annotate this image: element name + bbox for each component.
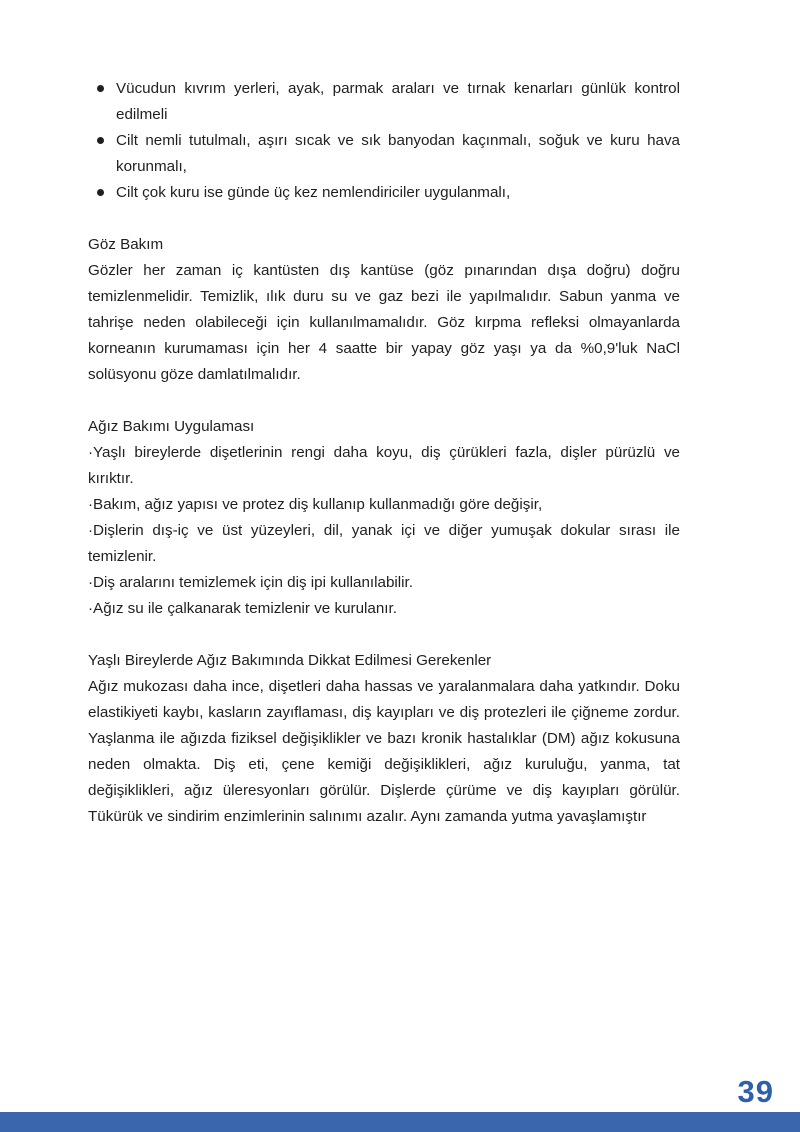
- eye-care-paragraph: Gözler her zaman iç kantüsten dış kantüse (göz pınarından dışa doğru) doğru temizlenmelidir. Temizlik, ılık duru su ve gaz bezi ile yapılmalıdır. Sabun yanma ve tahrişe neden olabileceği için kullanılmamalıdır. Göz kırpma refleksi olmayanlarda korneanın kurumaması için her 4 saatte bir yapay göz yaşı ya da %0,9'luk NaCl solüsyonu göze damlatılmalıdır.: [88, 262, 680, 383]
- bullet-item: Vücudun kıvrım yerleri, ayak, parmak araları ve tırnak kenarları günlük kontrol edilmeli: [88, 76, 680, 128]
- eye-care-section: [88, 232, 680, 388]
- bullet-item: Cilt nemli tutulmalı, aşırı sıcak ve sık banyodan kaçınmalı, soğuk ve kuru hava korunmalı,: [88, 128, 680, 180]
- skin-care-bullet-list: [88, 76, 680, 206]
- oral-care-item: ·Ağız su ile çalkanarak temizlenir ve kurulanır.: [88, 600, 397, 617]
- page-content: [88, 76, 680, 830]
- page-number: 39: [737, 1074, 774, 1109]
- eye-care-heading: Göz Bakım: [88, 236, 164, 253]
- oral-care-item: ·Yaşlı bireylerde dişetlerinin rengi daha koyu, diş çürükleri fazla, dişler pürüzlü ve kırıktır.: [88, 444, 680, 487]
- elderly-oral-care-paragraph: Ağız mukozası daha ince, dişetleri daha hassas ve yaralanmalara daha yatkındır. Doku elastikiyeti kaybı, kasların zayıflaması, diş kayıpları ve diş protezleri ile çiğneme zordur. Yaşlanma ile ağızda fiziksel değişiklikler ve bazı kronik hastalıklar (DM) ağız kokusuna neden olmakta. Diş eti, çene kemiği değişiklikleri, ağız kuruluğu, yanma, tat değişiklikleri, ağız üleresyonları görülür. Dişlerde çürüme ve diş kayıpları görülür. Tükürük ve sindirim enzimlerinin salınımı azalır. Aynı zamanda yutma yavaşlamıştır: [88, 678, 680, 825]
- elderly-oral-care-heading: Yaşlı Bireylerde Ağız Bakımında Dikkat Edilmesi Gerekenler: [88, 652, 492, 669]
- elderly-oral-care-section: [88, 648, 680, 830]
- oral-care-heading: Ağız Bakımı Uygulaması: [88, 418, 255, 435]
- oral-care-item: ·Dişlerin dış-iç ve üst yüzeyleri, dil, yanak içi ve diğer yumuşak dokular sırası ile temizlenir.: [88, 522, 680, 565]
- bullet-item: Cilt çok kuru ise günde üç kez nemlendiriciler uygulanmalı,: [88, 180, 680, 206]
- oral-care-item: ·Diş aralarını temizlemek için diş ipi kullanılabilir.: [88, 574, 413, 591]
- oral-care-section: [88, 414, 680, 622]
- footer-bar: [0, 1112, 800, 1132]
- oral-care-item: ·Bakım, ağız yapısı ve protez diş kullanıp kullanmadığı göre değişir,: [88, 496, 543, 513]
